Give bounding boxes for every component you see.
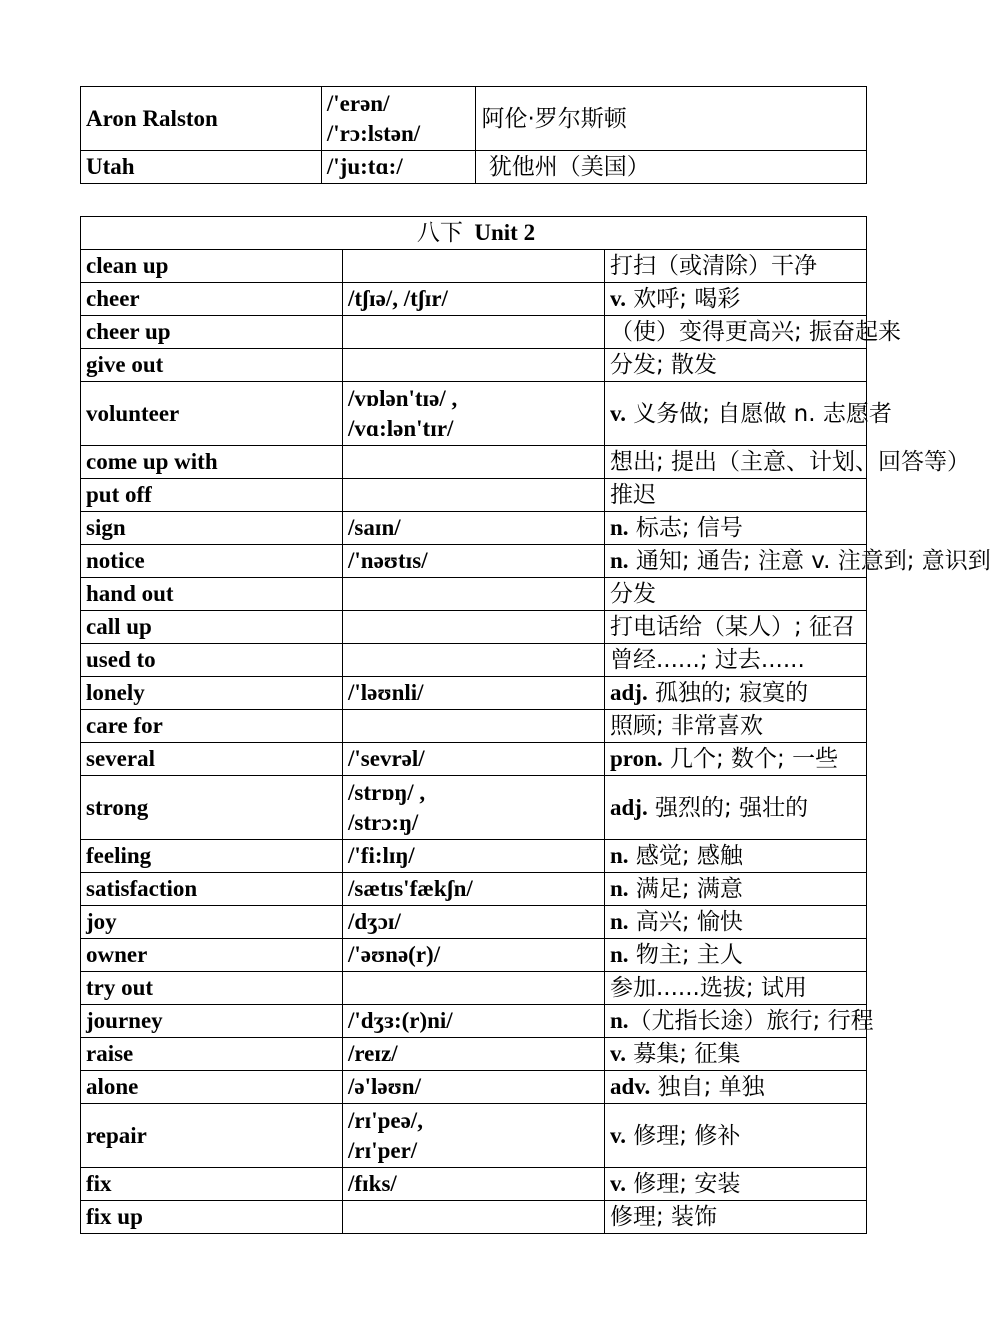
table-row: [81, 151, 867, 184]
word-cell: joy: [81, 906, 343, 939]
definition-text: 欢呼; 喝彩: [625, 286, 741, 312]
phonetic-cell: [321, 87, 476, 151]
definition-cell: [605, 316, 902, 349]
definition-text: 照顾; 非常喜欢: [610, 713, 764, 739]
definition-text: 推迟: [610, 482, 656, 508]
part-of-speech: adj.: [610, 680, 648, 705]
definition-cell: [605, 710, 867, 743]
phonetic-line: /'nəʊtɪs/: [348, 548, 428, 573]
phonetic-cell: [343, 972, 605, 1005]
definition-cell: [605, 578, 867, 611]
definition-text: 曾经......; 过去......: [610, 647, 805, 673]
definition-cell: [476, 87, 867, 151]
word-cell: Utah: [81, 151, 322, 184]
word-cell: put off: [81, 479, 343, 512]
word-cell: feeling: [81, 840, 343, 873]
phonetic-cell: [343, 283, 605, 316]
word-cell: fix: [81, 1168, 343, 1201]
table-row: [81, 1168, 867, 1201]
part-of-speech: adv.: [610, 1074, 651, 1099]
definition-text: 犹他州（美国）: [481, 154, 650, 180]
definition-cell: [605, 446, 971, 479]
word-cell: clean up: [81, 250, 343, 283]
definition-cell: [605, 644, 867, 677]
word-cell: repair: [81, 1104, 343, 1168]
definition-text: （使）变得更高兴; 振奋起来: [610, 319, 902, 345]
definition-cell: [605, 743, 867, 776]
definition-cell: [476, 151, 867, 184]
phonetic-line: /'əʊnə(r)/: [348, 942, 441, 967]
phonetic-cell: [343, 349, 605, 382]
phonetic-cell: [343, 1038, 605, 1071]
phonetic-line: /'sevrəl/: [348, 746, 425, 771]
definition-text: 分发; 散发: [610, 352, 718, 378]
word-cell: volunteer: [81, 382, 343, 446]
part-of-speech: v.: [610, 1171, 626, 1196]
word-cell: journey: [81, 1005, 343, 1038]
phonetic-cell: [343, 382, 605, 446]
word-cell: call up: [81, 611, 343, 644]
word-cell: Aron Ralston: [81, 87, 322, 151]
phonetic-line: /rɪ'per/: [348, 1137, 418, 1163]
table-row: [81, 349, 867, 382]
phonetic-cell: [343, 578, 605, 611]
part-of-speech: v.: [610, 1122, 626, 1148]
word-cell: give out: [81, 349, 343, 382]
definition-text: 高兴; 愉快: [628, 909, 743, 935]
table-caption-row: [81, 217, 867, 250]
phonetic-cell: [343, 873, 605, 906]
phonetic-line: /sætɪs'fækʃn/: [348, 876, 473, 901]
table-row: [81, 382, 867, 446]
phonetic-line: /'ləʊnli/: [348, 680, 424, 705]
word-cell: come up with: [81, 446, 343, 479]
phonetic-cell: [343, 1071, 605, 1104]
definition-cell: [605, 1201, 867, 1234]
definition-text: 物主; 主人: [628, 942, 743, 968]
definition-cell: [605, 1168, 867, 1201]
table-row: [81, 1201, 867, 1234]
table-row: [81, 677, 867, 710]
phonetic-line: /reɪz/: [348, 1041, 398, 1066]
word-cell: strong: [81, 776, 343, 840]
word-cell: alone: [81, 1071, 343, 1104]
part-of-speech: v.: [610, 400, 626, 426]
definition-text: 打扫（或清除）干净: [610, 253, 817, 279]
table-row: [81, 972, 867, 1005]
vocab-table-unit: [80, 216, 991, 1234]
table-row: [81, 611, 867, 644]
table-row: [81, 743, 867, 776]
definition-text: 分发: [610, 581, 656, 607]
definition-cell: [605, 873, 867, 906]
definition-cell: [605, 1005, 874, 1038]
definition-text: 修理; 修补: [625, 1122, 741, 1149]
table-row: [81, 939, 867, 972]
word-cell: try out: [81, 972, 343, 1005]
word-cell: fix up: [81, 1201, 343, 1234]
definition-cell: [605, 250, 867, 283]
phonetic-cell: [343, 316, 605, 349]
phonetic-cell: [343, 1104, 605, 1168]
phonetic-cell: [343, 446, 605, 479]
definition-text: 修理; 装饰: [610, 1204, 718, 1230]
phonetic-line: /'ju:tɑ:/: [326, 154, 403, 179]
table-row: [81, 316, 867, 349]
phonetic-line: /'dʒɜ:(r)ni/: [348, 1008, 453, 1033]
word-cell: cheer: [81, 283, 343, 316]
table-row: [81, 446, 867, 479]
part-of-speech: v.: [610, 1041, 626, 1066]
part-of-speech: n.: [610, 909, 629, 934]
part-of-speech: n.: [610, 1008, 629, 1033]
part-of-speech: n.: [610, 942, 629, 967]
definition-text: 强烈的; 强壮的: [647, 794, 809, 821]
part-of-speech: n.: [610, 843, 629, 868]
word-cell: sign: [81, 512, 343, 545]
definition-cell: [605, 283, 867, 316]
phonetic-line: /ə'ləʊn/: [348, 1074, 421, 1099]
phonetic-line: /'rɔ:lstən/: [326, 120, 421, 146]
definition-text: 满足; 满意: [628, 876, 743, 902]
phonetic-line: /dʒɔɪ/: [348, 909, 401, 934]
phonetic-line: /strɔ:ŋ/: [348, 809, 419, 835]
word-cell: several: [81, 743, 343, 776]
table-row: [81, 545, 867, 578]
part-of-speech: n.: [610, 876, 629, 901]
table-row: [81, 710, 867, 743]
definition-text: 募集; 征集: [625, 1041, 741, 1067]
word-cell: raise: [81, 1038, 343, 1071]
table-row: [81, 1005, 867, 1038]
phonetic-cell: [343, 710, 605, 743]
word-cell: care for: [81, 710, 343, 743]
phonetic-cell: [343, 1005, 605, 1038]
definition-text: 几个; 数个; 一些: [662, 746, 839, 772]
phonetic-line: /strɒŋ/ ,: [348, 779, 426, 805]
definition-text: 孤独的; 寂寞的: [647, 680, 809, 706]
phonetic-cell: [343, 743, 605, 776]
definition-cell: [605, 939, 867, 972]
definition-cell: [605, 1038, 867, 1071]
table-row: [81, 776, 867, 840]
definition-text: 感觉; 感触: [628, 843, 743, 869]
table-row: [81, 479, 867, 512]
word-cell: notice: [81, 545, 343, 578]
table-row: [81, 644, 867, 677]
part-of-speech: n.: [610, 515, 629, 540]
table-row: [81, 1071, 867, 1104]
phonetic-line: /'fi:lɪŋ/: [348, 843, 415, 868]
vocab-table-names: [80, 86, 867, 184]
phonetic-cell: [343, 250, 605, 283]
phonetic-cell: [343, 939, 605, 972]
definition-cell: [605, 611, 867, 644]
phonetic-line: /vɑ:lən'tɪr/: [348, 415, 454, 441]
table-row: [81, 578, 867, 611]
definition-cell: [605, 1071, 867, 1104]
definition-cell: [605, 349, 867, 382]
phonetic-cell: [343, 677, 605, 710]
word-cell: satisfaction: [81, 873, 343, 906]
definition-text: 独自; 单独: [650, 1074, 765, 1100]
definition-cell: [605, 677, 867, 710]
definition-text: 通知; 通告; 注意 v. 注意到; 意识到: [628, 548, 991, 574]
phonetic-cell: [343, 512, 605, 545]
definition-text: 义务做; 自愿做 n. 志愿者: [625, 400, 892, 427]
phonetic-cell: [343, 906, 605, 939]
definition-cell: [605, 776, 867, 840]
definition-text: 标志; 信号: [628, 515, 743, 541]
phonetic-cell: [343, 1168, 605, 1201]
phonetic-line: /tʃɪə/, /tʃɪr/: [348, 286, 448, 311]
phonetic-line: /fɪks/: [348, 1171, 397, 1196]
phonetic-cell: [343, 611, 605, 644]
phonetic-cell: [343, 644, 605, 677]
table-row: [81, 873, 867, 906]
definition-text: 想出; 提出（主意、计划、回答等）: [610, 449, 971, 475]
definition-cell: [605, 840, 867, 873]
definition-cell: [605, 545, 991, 578]
table-row: [81, 283, 867, 316]
table-row: [81, 1104, 867, 1168]
table-row: [81, 250, 867, 283]
phonetic-cell: [321, 151, 476, 184]
table-row: [81, 840, 867, 873]
phonetic-line: /vɒlən'tɪə/ ,: [348, 385, 458, 411]
phonetic-cell: [343, 776, 605, 840]
definition-cell: [605, 1104, 867, 1168]
definition-text: 阿伦·罗尔斯顿: [481, 105, 627, 132]
part-of-speech: n.: [610, 548, 629, 573]
definition-text: 修理; 安装: [625, 1171, 741, 1197]
definition-text: 参加......选拔; 试用: [610, 975, 807, 1001]
part-of-speech: pron.: [610, 746, 663, 771]
table-row: [81, 906, 867, 939]
definition-cell: [605, 479, 867, 512]
definition-cell: [605, 972, 867, 1005]
word-cell: used to: [81, 644, 343, 677]
phonetic-cell: [343, 545, 605, 578]
word-cell: lonely: [81, 677, 343, 710]
word-cell: hand out: [81, 578, 343, 611]
phonetic-cell: [343, 1201, 605, 1234]
phonetic-line: /'erən/: [326, 90, 390, 116]
phonetic-cell: [343, 840, 605, 873]
table-row: [81, 512, 867, 545]
table-caption: [81, 217, 867, 250]
table-row: [81, 1038, 867, 1071]
table-row: [81, 87, 867, 151]
phonetic-line: /saɪn/: [348, 515, 401, 540]
definition-cell: [605, 512, 867, 545]
phonetic-line: /rɪ'peə/,: [348, 1107, 423, 1133]
caption-cn: 八下: [416, 220, 463, 245]
definition-cell: [605, 906, 867, 939]
word-cell: owner: [81, 939, 343, 972]
definition-text: （尤指长途）旅行; 行程: [628, 1008, 874, 1034]
definition-text: 打电话给（某人）; 征召: [610, 614, 856, 640]
part-of-speech: adj.: [610, 794, 648, 820]
part-of-speech: v.: [610, 286, 626, 311]
phonetic-cell: [343, 479, 605, 512]
caption-unit: Unit 2: [474, 220, 536, 245]
definition-cell: [605, 382, 892, 446]
word-cell: cheer up: [81, 316, 343, 349]
